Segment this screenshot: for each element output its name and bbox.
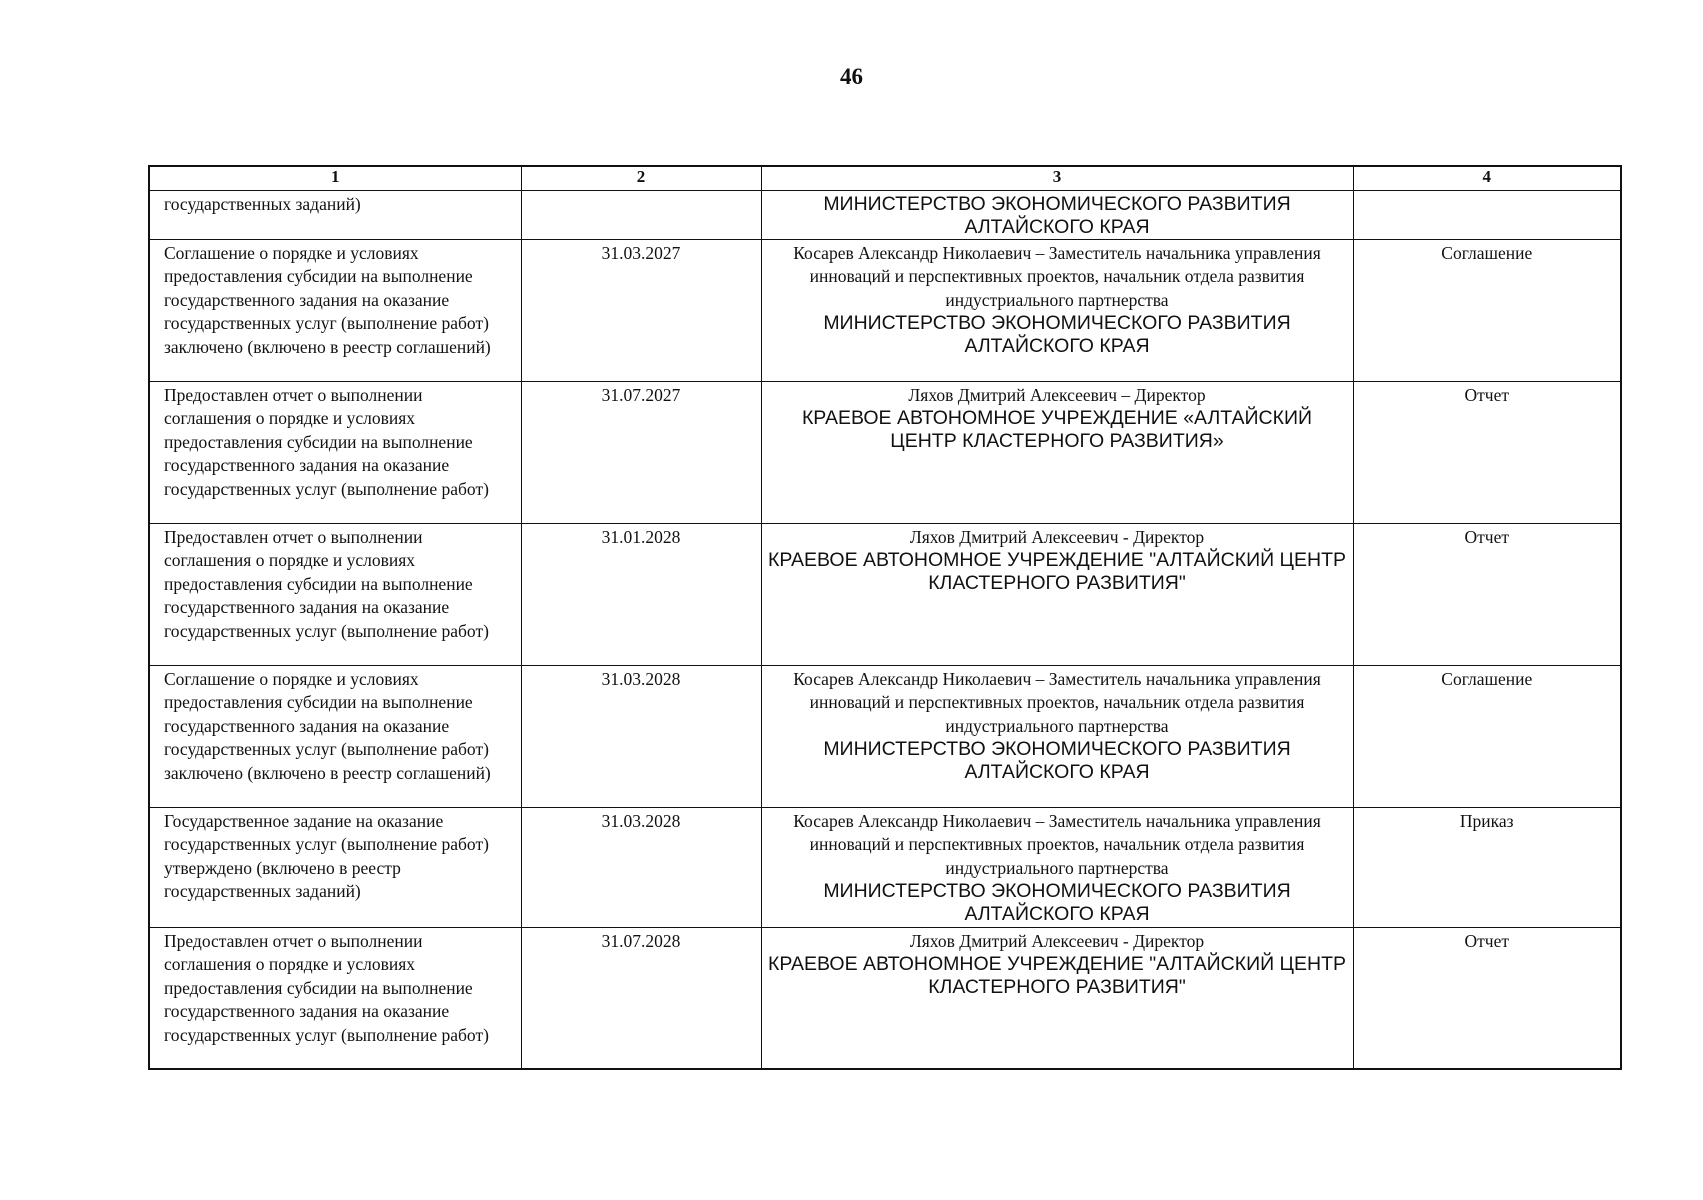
event-cell: Предоставлен отчет о выполнении соглашения о порядке и условиях предоставления субсидии на выполнение государственного задания на оказание государственных услуг (выполнение работ) — [149, 927, 521, 1069]
event-cell: государственных заданий) — [149, 190, 521, 239]
header-col-3: 3 — [761, 166, 1353, 190]
date-cell: 31.03.2027 — [521, 239, 761, 381]
document-cell: Отчет — [1353, 927, 1621, 1069]
responsible-cell — [761, 807, 1353, 927]
document-cell: Приказ — [1353, 807, 1621, 927]
responsible-cell — [761, 190, 1353, 239]
header-col-1: 1 — [149, 166, 521, 190]
table-row — [149, 381, 1621, 523]
responsible-cell — [761, 927, 1353, 1069]
responsible-person: Ляхов Дмитрий Алексеевич – Директор — [908, 384, 1206, 405]
event-cell: Государственное задание на оказание государственных услуг (выполнение работ) утверждено (включено в реестр государственных заданий) — [149, 807, 521, 927]
date-cell: 31.01.2028 — [521, 523, 761, 665]
table-row — [149, 190, 1621, 239]
table-row — [149, 807, 1621, 927]
header-col-4: 4 — [1353, 166, 1621, 190]
responsible-person: Косарев Александр Николаевич – Заместитель начальника управления инноваций и перспективных проектов, начальник отдела развития индустриального партнерства — [793, 810, 1321, 878]
date-cell — [521, 190, 761, 239]
responsible-person: Косарев Александр Николаевич – Заместитель начальника управления инноваций и перспективных проектов, начальник отдела развития индустриального партнерства — [793, 668, 1321, 736]
organization-name: КРАЕВОЕ АВТОНОМНОЕ УЧРЕЖДЕНИЕ "АЛТАЙСКИЙ ЦЕНТР КЛАСТЕРНОГО РАЗВИТИЯ" — [767, 549, 1346, 594]
responsible-cell — [761, 381, 1353, 523]
table-row — [149, 927, 1621, 1069]
document-cell: Отчет — [1353, 381, 1621, 523]
organization-name: МИНИСТЕРСТВО ЭКОНОМИЧЕСКОГО РАЗВИТИЯ АЛТАЙСКОГО КРАЯ — [823, 880, 1291, 925]
responsible-person: Ляхов Дмитрий Алексеевич - Директор — [909, 930, 1205, 951]
date-cell: 31.07.2027 — [521, 381, 761, 523]
event-cell: Предоставлен отчет о выполнении соглашения о порядке и условиях предоставления субсидии на выполнение государственного задания на оказание государственных услуг (выполнение работ) — [149, 523, 521, 665]
organization-name: МИНИСТЕРСТВО ЭКОНОМИЧЕСКОГО РАЗВИТИЯ АЛТАЙСКОГО КРАЯ — [823, 312, 1291, 357]
event-cell: Предоставлен отчет о выполнении соглашения о порядке и условиях предоставления субсидии на выполнение государственного задания на оказание государственных услуг (выполнение работ) — [149, 381, 521, 523]
header-col-2: 2 — [521, 166, 761, 190]
responsible-cell — [761, 239, 1353, 381]
date-cell: 31.07.2028 — [521, 927, 761, 1069]
responsible-cell — [761, 523, 1353, 665]
document-cell — [1353, 190, 1621, 239]
organization-name: КРАЕВОЕ АВТОНОМНОЕ УЧРЕЖДЕНИЕ «АЛТАЙСКИЙ ЦЕНТР КЛАСТЕРНОГО РАЗВИТИЯ» — [801, 407, 1313, 452]
table-header-row — [149, 166, 1621, 190]
organization-name: КРАЕВОЕ АВТОНОМНОЕ УЧРЕЖДЕНИЕ "АЛТАЙСКИЙ ЦЕНТР КЛАСТЕРНОГО РАЗВИТИЯ" — [767, 953, 1346, 998]
responsible-person: Ляхов Дмитрий Алексеевич - Директор — [909, 526, 1205, 547]
responsible-cell — [761, 665, 1353, 807]
document-cell: Отчет — [1353, 523, 1621, 665]
table-row — [149, 665, 1621, 807]
table-row — [149, 523, 1621, 665]
event-cell: Соглашение о порядке и условиях предоставления субсидии на выполнение государственного задания на оказание государственных услуг (выполнение работ) заключено (включено в реестр соглашений) — [149, 239, 521, 381]
document-cell: Соглашение — [1353, 665, 1621, 807]
responsible-person: Косарев Александр Николаевич – Заместитель начальника управления инноваций и перспективных проектов, начальник отдела развития индустриального партнерства — [793, 242, 1321, 310]
document-cell: Соглашение — [1353, 239, 1621, 381]
table-row — [149, 239, 1621, 381]
schedule-table — [148, 165, 1622, 1070]
event-cell: Соглашение о порядке и условиях предоставления субсидии на выполнение государственного задания на оказание государственных услуг (выполнение работ) заключено (включено в реестр соглашений) — [149, 665, 521, 807]
date-cell: 31.03.2028 — [521, 665, 761, 807]
organization-name: МИНИСТЕРСТВО ЭКОНОМИЧЕСКОГО РАЗВИТИЯ АЛТАЙСКОГО КРАЯ — [823, 192, 1291, 238]
page-number: 46 — [840, 64, 863, 89]
date-cell: 31.03.2028 — [521, 807, 761, 927]
organization-name: МИНИСТЕРСТВО ЭКОНОМИЧЕСКОГО РАЗВИТИЯ АЛТАЙСКОГО КРАЯ — [823, 738, 1291, 783]
